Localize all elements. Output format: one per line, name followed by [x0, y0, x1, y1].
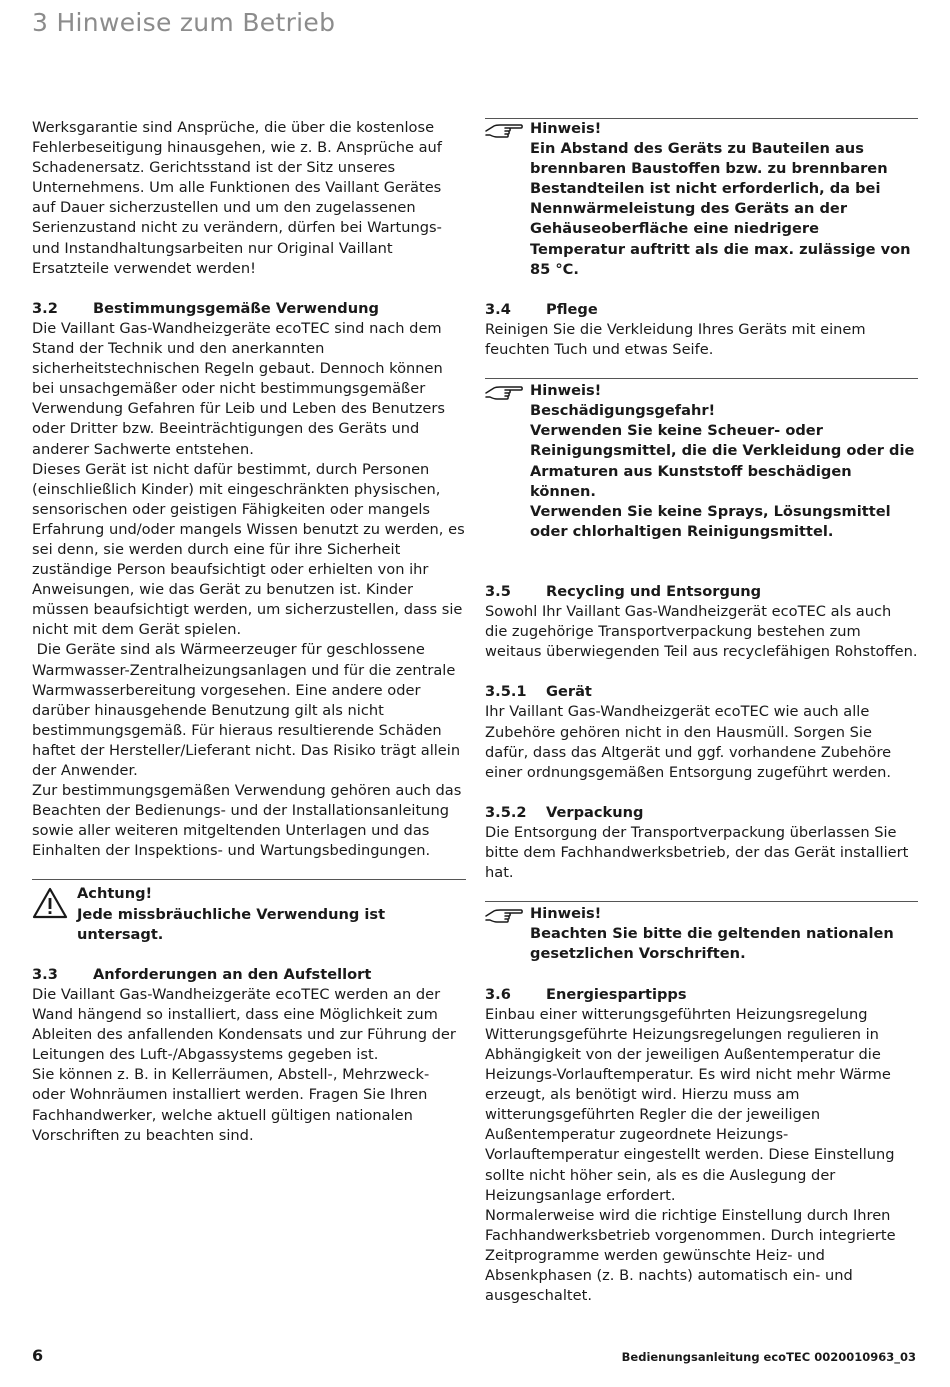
intro-paragraph: Werksgarantie sind Ansprüche, die über die kostenlose Fehlerbeseitigung hinausgehen, wie z. B. Ansprüche auf Schadenersatz. Gerichtsstand ist der Sitz unseres Unternehmens. Um alle Funktionen des Vaillant Gerätes auf Dauer sicherzustellen und um den zugelassenen Serienzustand nicht zu verändern, dürfen bei Wartungs- und Instandhaltungsarbeiten nur Original Vaillant Ersatzteile verwendet werden! [32, 119, 442, 277]
note-title: Hinweis! [530, 120, 602, 137]
paragraph: Die Entsorgung der Transportverpackung überlassen Sie bitte dem Fachhandwerksbetrieb, der das Gerät installiert hat. [485, 824, 909, 882]
warning-box [32, 884, 466, 944]
section-number: 3.2 [32, 299, 58, 317]
document-reference: Bedienungsanleitung ecoTEC 0020010963_03 [621, 1350, 916, 1364]
paragraph: Zur bestimmungsgemäßen Verwendung gehören auch das Beachten der Bedienungs- und der Installationsanleitung sowie aller weiteren mitgeltenden Unterlagen und das Einhalten der Inspektions- und Wartungsbedingungen. [32, 782, 462, 860]
note-line: Verwenden Sie keine Sprays, Lösungsmittel oder chlorhaltigen Reinigungsmittel. [530, 502, 891, 540]
section-heading-3-5-1 [485, 682, 918, 702]
paragraph: Sie können z. B. in Kellerräumen, Abstell-, Mehrzweck- oder Wohnräumen installiert werden. Fragen Sie Ihren Fachhandwerker, welche aktuell gültigen nationalen Vorschriften zu beachten sind. [32, 1066, 430, 1144]
note-title: Hinweis! [530, 905, 602, 923]
paragraph: Sowohl Ihr Vaillant Gas-Wandheizgerät ecoTEC als auch die zugehörige Transportverpackung bestehen zum weitaus überwiegenden Teil aus recyclefähigen Rohstoffen. [485, 602, 918, 661]
paragraph: Die Vaillant Gas-Wandheizgeräte ecoTEC werden an der Wand hängend so installiert, dass eine Möglichkeit zum Ableiten des anfallenden Kondensats und zur Führung der Leitungen des Luft-/Abgassystems gegeben ist. [32, 985, 456, 1064]
section-heading-3-6 [485, 985, 918, 1005]
section-title: Pflege [546, 300, 598, 318]
paragraph: Einbau einer witterungsgeführten Heizungsregelung [485, 1005, 868, 1023]
pointing-hand-icon [485, 129, 523, 146]
note-line: Verwenden Sie keine Scheuer- oder Reinigungsmittel, die die Verkleidung oder die Armaturen aus Kunststoff beschädigen können. [530, 422, 915, 500]
section-title: Gerät [546, 683, 592, 701]
section-number: 3.5.1 [485, 683, 527, 701]
paragraph: Die Geräte sind als Wärmeerzeuger für geschlossene Warmwasser-Zentralheizungsanlagen und für die zentrale Warmwasserbereitung vorgesehen. Eine andere oder darüber hinausgehende Benutzung gilt als nicht bestimmungsgemäß. Für hieraus resultierende Schäden haftet der Hersteller/Lieferant nicht. Das Risiko trägt allein der Anwender. [32, 641, 465, 779]
section-title: Bestimmungsgemäße Verwendung [93, 299, 379, 317]
section-heading-3-4 [485, 300, 918, 320]
paragraph: Die Vaillant Gas-Wandheizgeräte ecoTEC sind nach dem Stand der Technik und den anerkannten sicherheitstechnischen Regeln gebaut. Dennoch können bei unsachgemäßer oder nicht bestimmungsgemäßer Verwendung Gefahren für Leib und Leben des Benutzers oder Dritter bzw. Beeinträchtigungen des Geräts und anderer Sachwerte entstehen. [32, 319, 445, 458]
section-heading-3-5 [485, 582, 918, 602]
left-column [32, 118, 470, 1146]
pointing-hand-icon [485, 391, 523, 408]
note-title: Hinweis! [530, 382, 602, 400]
warning-title: Achtung! [77, 885, 153, 903]
note-box [485, 119, 918, 280]
note-box [485, 381, 918, 542]
right-column [485, 118, 918, 1306]
section-title: Recycling und Entsorgung [546, 582, 762, 600]
chapter-header: 3 Hinweise zum Betrieb [32, 8, 336, 37]
section-number: 3.6 [485, 985, 511, 1003]
warning-text: Jede missbräuchliche Verwendung ist untersagt. [77, 905, 386, 943]
paragraph: Ihr Vaillant Gas-Wandheizgerät ecoTEC wie auch alle Zubehöre gehören nicht in den Hausmüll. Sorgen Sie dafür, dass das Altgerät und ggf. vorhandene Zubehöre einer ordnungsgemäßen Entsorgung zugeführt werden. [485, 703, 892, 781]
section-number: 3.4 [485, 300, 511, 318]
note-text: Ein Abstand des Geräts zu Bauteilen aus brennbaren Baustoffen bzw. zu brennbaren Bestandteilen ist nicht erforderlich, da bei Nennwärmeleistung des Geräts an der Gehäuseoberfläche eine niedrigere Temperatur auftritt als die max. zulässige von 85 °C. [530, 140, 911, 278]
section-title: Anforderungen an den Aufstellort [93, 965, 372, 983]
section-number: 3.5.2 [485, 803, 527, 821]
paragraph: Normalerweise wird die richtige Einstellung durch Ihren Fachhandwerksbetrieb vorgenommen. Durch integrierte Zeitprogramme werden gewünschte Heiz- und Absenkphasen (z. B. nachts) automatisch ein- und ausgeschaltet. [485, 1206, 896, 1305]
note-box [485, 904, 918, 964]
note-line: Beschädigungsgefahr! [530, 402, 716, 420]
page-number: 6 [32, 1346, 44, 1365]
note-text: Beachten Sie bitte die geltenden nationalen gesetzlichen Vorschriften. [530, 925, 894, 963]
section-title: Verpackung [546, 803, 644, 821]
section-heading-3-3 [32, 965, 466, 985]
section-heading-3-5-2 [485, 803, 918, 823]
section-heading-3-2 [32, 299, 466, 319]
paragraph: Dieses Gerät ist nicht dafür bestimmt, durch Personen (einschließlich Kinder) mit eingeschränkten physischen, sensorischen oder geistigen Fähigkeiten oder mangels Erfahrung und/oder mangels Wissen benutzt zu werden, es sei denn, sie werden durch eine für ihre Sicherheit zuständige Person beaufsichtigt oder erhielten von ihr Anweisungen, wie das Gerät zu benutzen ist. Kinder müssen beaufsichtigt werden, um sicherzustellen, dass sie nicht mit dem Gerät spielen. [32, 460, 470, 639]
paragraph: Reinigen Sie die Verkleidung Ihres Geräts mit einem feuchten Tuch und etwas Seife. [485, 320, 866, 359]
section-title: Energiespartipps [546, 985, 687, 1003]
paragraph: Witterungsgeführte Heizungsregelungen regulieren in Abhängigkeit von der jeweiligen Außentemperatur die Heizungs-Vorlauftemperatur. Es wird nicht mehr Wärme erzeugt, als benötigt wird. Hierzu muss am witterungsgeführten Regler die der jeweiligen Außentemperatur zugeordnete Heizungs-Vorlauftemperatur eingestellt werden. Diese Einstellung sollte nicht höher sein, als es die Auslegung der Heizungsanlage erfordert. [485, 1025, 895, 1204]
section-number: 3.3 [32, 965, 58, 983]
section-number: 3.5 [485, 582, 511, 600]
warning-triangle-icon [32, 906, 68, 923]
pointing-hand-icon [485, 914, 523, 931]
